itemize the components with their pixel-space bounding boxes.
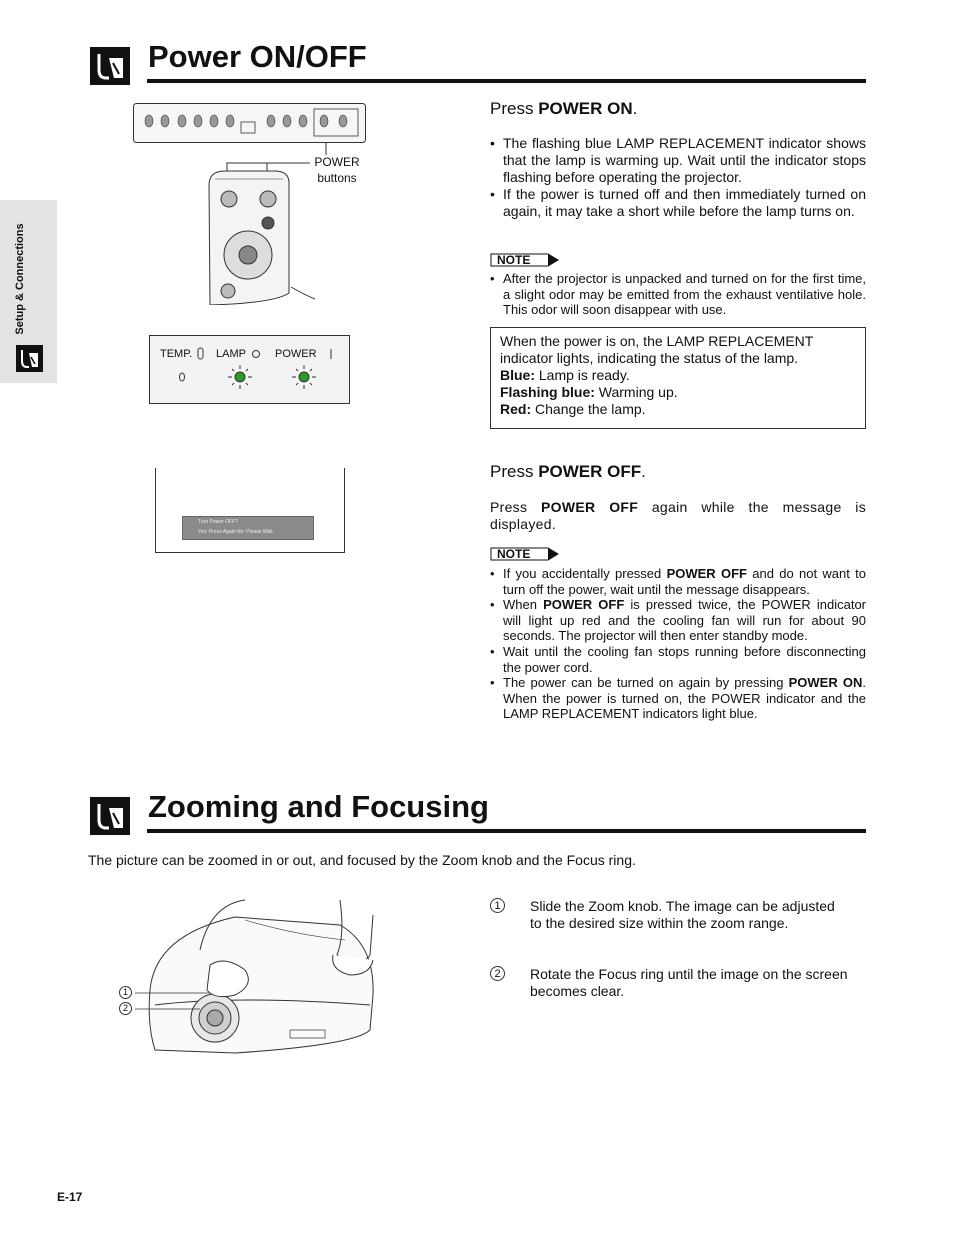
list-item: • Wait until the cooling fan stops running before disconnecting the power cord. — [490, 644, 866, 675]
note-badge: NOTE — [490, 253, 560, 267]
title-rule — [147, 79, 866, 83]
power-buttons-callout: POWER buttons — [314, 155, 360, 185]
list-item: • The power can be turned on again by pressing POWER ON. When the power is turned on, the POWER indicator and the LAMP REPLACEMENT indicators light blue. — [490, 675, 866, 722]
list-item: • The flashing blue LAMP REPLACEMENT indicator shows that the lamp is warming up. Wait until the indicator stops flashing before operating the projector. — [490, 135, 866, 186]
section-title-power: Power ON/OFF — [148, 39, 367, 74]
list-item: • After the projector is unpacked and turned on for the first time, a slight odor may be emitted from the exhaust ventilative hole. This odor will soon disappear with use. — [490, 271, 866, 318]
setup-icon — [16, 345, 43, 372]
step-number: 1 — [490, 898, 505, 913]
power-on-notes — [490, 271, 866, 318]
remote-control-figure — [205, 165, 315, 305]
power-off-paragraph: Press POWER OFF again while the message is displayed. — [490, 499, 866, 532]
zoom-intro: The picture can be zoomed in or out, and focused by the Zoom knob and the Focus ring. — [88, 852, 636, 868]
list-item: • If you accidentally pressed POWER OFF and do not want to turn off the power, wait until the message disappears. — [490, 566, 866, 597]
temp-indicator-label: TEMP. — [160, 348, 193, 360]
step-text: Rotate the Focus ring until the image on the screen becomes clear. — [530, 966, 848, 999]
step-number: 2 — [490, 966, 505, 981]
power-off-notes — [490, 566, 866, 722]
power-indicator-label: POWER — [275, 348, 317, 360]
setup-icon — [90, 797, 130, 835]
lamp-status-infobox: When the power is on, the LAMP REPLACEMENT indicator lights, indicating the status of the lamp. Blue: Lamp is ready. Flashing blue: Warming up. Red: Change the lamp. — [490, 327, 866, 429]
press-power-on-heading: Press POWER ON. — [490, 99, 638, 118]
step-text: Slide the Zoom knob. The image can be adjusted to the desired size within the zoom range. — [530, 898, 835, 931]
power-on-bullets — [490, 135, 866, 220]
screen-osd-figure — [155, 468, 345, 553]
title-rule — [147, 829, 866, 833]
list-item: • When POWER OFF is pressed twice, the POWER indicator will light up red and the cooling fan will run for about 90 seconds. The projector will then enter standby mode. — [490, 597, 866, 644]
projector-zoom-figure — [115, 895, 380, 1060]
projector-top-panel-figure — [133, 103, 366, 143]
lamp-indicator-label: LAMP — [216, 348, 246, 360]
focus-ring-callout: 2 — [119, 1002, 132, 1015]
section-title-zoom: Zooming and Focusing — [148, 789, 489, 824]
page-number: E-17 — [57, 1190, 83, 1204]
setup-icon — [90, 47, 130, 85]
press-power-off-heading: Press POWER OFF. — [490, 462, 646, 481]
list-item: • If the power is turned off and then immediately turned on again, it may take a short while before the lamp turns on. — [490, 186, 866, 220]
osd-message-box: Turn Power OFF? Yes: Press Again No: Please Wait — [182, 516, 314, 540]
side-tab-label: Setup & Connections — [14, 223, 26, 335]
note-badge: NOTE — [490, 547, 560, 561]
indicator-panel-figure — [149, 335, 350, 404]
zoom-knob-callout: 1 — [119, 986, 132, 999]
